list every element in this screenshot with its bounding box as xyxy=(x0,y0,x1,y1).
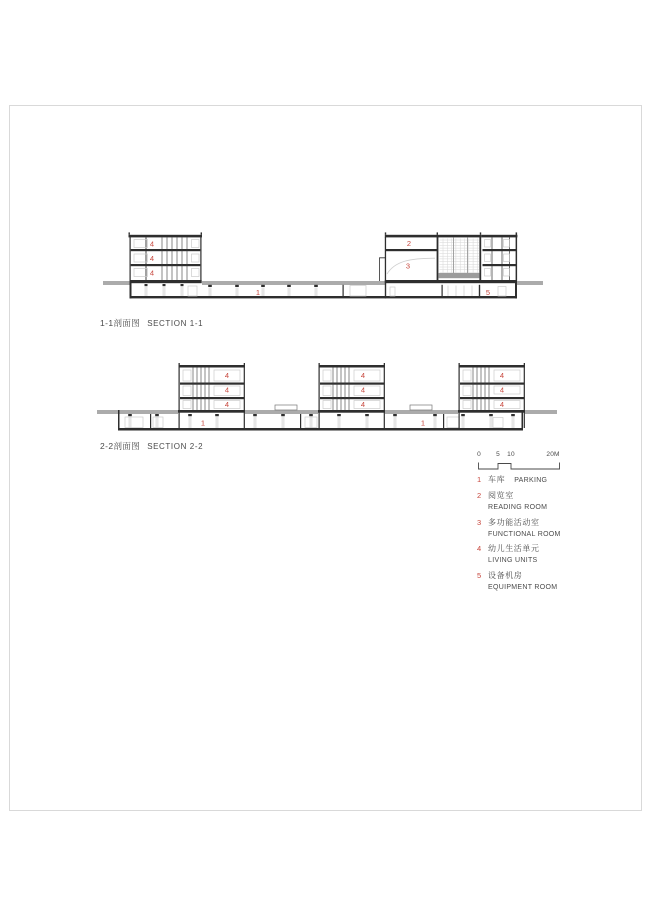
legend-zh: 幼儿生活单元 xyxy=(488,544,540,553)
room-label-living: 4 xyxy=(499,400,505,409)
legend-num: 2 xyxy=(477,491,482,500)
section-1-1-title-en: SECTION 1-1 xyxy=(147,319,204,328)
room-label-living: 4 xyxy=(224,400,230,409)
legend-en: LIVING UNITS xyxy=(488,557,538,564)
legend-item-parking xyxy=(477,473,607,487)
legend-en: READING ROOM xyxy=(488,504,548,511)
legend-en: PARKING xyxy=(514,477,548,484)
atrium-grid-horizontal xyxy=(440,240,480,272)
section-2-2-title-zh: 2-2剖面图 xyxy=(100,441,141,451)
room-label-living: 4 xyxy=(499,385,505,395)
section-2-2-drawing xyxy=(95,358,565,438)
atrium-grid-vertical xyxy=(443,239,477,274)
legend-en: FUNCTIONAL ROOM xyxy=(488,530,561,538)
room-label-parking: 1 xyxy=(420,418,426,428)
section-2-2-title-en: SECTION 2-2 xyxy=(147,442,204,451)
scale-tick-0: 0 xyxy=(477,451,481,458)
scale-tick-10: 10 xyxy=(507,451,515,458)
legend-num: 1 xyxy=(477,475,482,484)
scale-tick-20m: 20M xyxy=(546,451,560,458)
scale-tick-5: 5 xyxy=(496,451,500,458)
room-label-reading: 2 xyxy=(406,238,412,248)
room-label-parking: 1 xyxy=(200,418,206,428)
s1-left-building xyxy=(129,232,203,283)
s2-building-2 xyxy=(319,363,386,428)
legend-num: 5 xyxy=(477,570,482,580)
room-label-living: 4 xyxy=(224,385,230,395)
s2-building-1 xyxy=(179,363,246,428)
section-1-1-caption xyxy=(100,317,203,329)
legend-zh: 车库 xyxy=(488,475,506,484)
legend-num: 4 xyxy=(477,544,482,553)
section-1-1-drawing xyxy=(98,212,548,307)
legend-item-functional-room xyxy=(477,516,607,541)
legend-en: EQUIPMENT ROOM xyxy=(488,583,558,591)
scale-bar xyxy=(477,451,567,475)
atrium-floor-hatch xyxy=(438,273,479,278)
room-label-living: 4 xyxy=(149,268,155,278)
s1-right-building xyxy=(380,232,518,283)
room-label-functional: 3 xyxy=(405,261,411,271)
room-label-equipment: 5 xyxy=(485,288,491,297)
legend-zh: 阅览室 xyxy=(488,491,514,500)
legend-item-equipment-room xyxy=(477,569,607,594)
room-label-living: 4 xyxy=(224,371,230,380)
room-label-living: 4 xyxy=(149,254,155,263)
room-label-living: 4 xyxy=(149,239,155,249)
legend xyxy=(477,473,607,595)
legend-zh: 多功能活动室 xyxy=(488,517,540,527)
room-label-living: 4 xyxy=(360,400,366,409)
skylight-box xyxy=(275,405,297,410)
scale-bar-shape xyxy=(477,461,563,471)
room-label-living: 4 xyxy=(360,385,366,395)
section-2-2-caption xyxy=(100,440,203,452)
legend-item-living-units xyxy=(477,542,607,567)
legend-zh: 设备机房 xyxy=(488,570,523,580)
section-1-1-title-zh: 1-1剖面图 xyxy=(100,318,141,328)
room-label-living: 4 xyxy=(360,371,366,380)
legend-num: 3 xyxy=(477,517,482,527)
skylight-box xyxy=(410,405,432,410)
room-label-parking: 1 xyxy=(255,288,261,297)
legend-item-reading-room xyxy=(477,489,607,514)
room-label-living: 4 xyxy=(499,371,505,380)
